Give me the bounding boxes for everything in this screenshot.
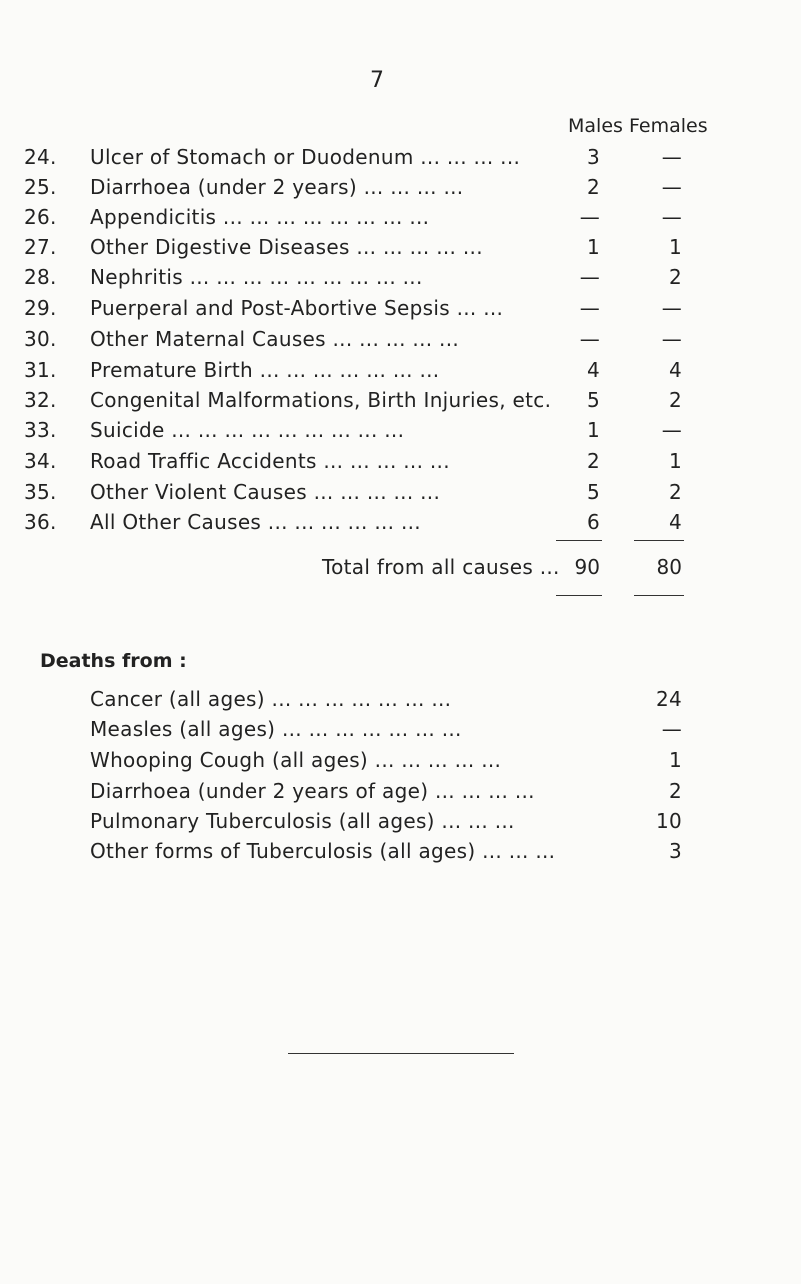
females-value: — <box>661 327 682 351</box>
females-value: — <box>661 418 682 442</box>
page-number: 7 <box>370 68 384 93</box>
death-cause-label: Cancer (all ages) ... ... ... ... ... ... ... <box>90 687 452 711</box>
table-row <box>0 510 801 540</box>
table-row <box>0 265 801 295</box>
cause-label: Road Traffic Accidents ... ... ... ... ... <box>90 449 450 473</box>
row-number: 27. <box>24 235 57 259</box>
table-row <box>0 175 801 205</box>
subtotal-rule-females <box>634 540 684 541</box>
cause-label: Appendicitis ... ... ... ... ... ... ... ... <box>90 205 430 229</box>
subtotal-rule-males <box>556 540 602 541</box>
table-row <box>0 418 801 448</box>
males-value: 5 <box>586 388 600 412</box>
row-number: 35. <box>24 480 57 504</box>
females-value: — <box>661 296 682 320</box>
females-value: — <box>661 205 682 229</box>
death-cause-label: Measles (all ages) ... ... ... ... ... ... ... <box>90 717 462 741</box>
cause-label: Diarrhoea (under 2 years) ... ... ... ... <box>90 175 464 199</box>
cause-label: Puerperal and Post-Abortive Sepsis ... ... <box>90 296 504 320</box>
death-cause-value: 3 <box>668 839 682 863</box>
row-number: 34. <box>24 449 57 473</box>
table-row <box>0 235 801 265</box>
row-number: 28. <box>24 265 57 289</box>
males-value: 2 <box>586 175 600 199</box>
cause-label: Other Maternal Causes ... ... ... ... ... <box>90 327 460 351</box>
row-number: 29. <box>24 296 57 320</box>
cause-label: Nephritis ... ... ... ... ... ... ... ... ... <box>90 265 423 289</box>
males-value: — <box>579 205 600 229</box>
total-rule-males <box>556 595 602 596</box>
death-cause-label: Pulmonary Tuberculosis (all ages) ... ... ... <box>90 809 515 833</box>
row-number: 36. <box>24 510 57 534</box>
cause-label: Suicide ... ... ... ... ... ... ... ... ... <box>90 418 405 442</box>
table-row <box>0 205 801 235</box>
females-value: 4 <box>668 510 682 534</box>
males-value: — <box>579 327 600 351</box>
cause-label: Congenital Malformations, Birth Injuries, etc. <box>90 388 552 412</box>
cause-label: Other Violent Causes ... ... ... ... ... <box>90 480 441 504</box>
row-number: 30. <box>24 327 57 351</box>
females-value: 1 <box>668 449 682 473</box>
row-number: 31. <box>24 358 57 382</box>
row-number: 33. <box>24 418 57 442</box>
males-value: 6 <box>586 510 600 534</box>
total-females-value: 80 <box>656 555 682 579</box>
females-value: — <box>661 175 682 199</box>
row-number: 24. <box>24 145 57 169</box>
females-value: 4 <box>668 358 682 382</box>
males-value: 3 <box>586 145 600 169</box>
males-value: 2 <box>586 449 600 473</box>
total-males-value: 90 <box>574 555 600 579</box>
death-cause-value: — <box>661 717 682 741</box>
table-row <box>0 327 801 357</box>
death-cause-label: Whooping Cough (all ages) ... ... ... ... ... <box>90 748 502 772</box>
deaths-from-heading: Deaths from : <box>40 650 187 672</box>
females-value: 1 <box>668 235 682 259</box>
males-value: 1 <box>586 235 600 259</box>
cause-label: Ulcer of Stomach or Duodenum ... ... ... ... <box>90 145 521 169</box>
males-value: 5 <box>586 480 600 504</box>
females-value: 2 <box>668 480 682 504</box>
table-row <box>0 480 801 510</box>
death-cause-label: Diarrhoea (under 2 years of age) ... ... ... ... <box>90 779 535 803</box>
column-header-females: Females <box>629 115 708 137</box>
death-cause-value: 1 <box>668 748 682 772</box>
table-row <box>0 145 801 175</box>
death-cause-label: Other forms of Tuberculosis (all ages) ... ... ... <box>90 839 556 863</box>
row-number: 26. <box>24 205 57 229</box>
column-header-males: Males <box>568 115 623 137</box>
males-value: 1 <box>586 418 600 442</box>
table-row <box>0 449 801 479</box>
females-value: — <box>661 145 682 169</box>
death-cause-value: 10 <box>655 809 682 833</box>
males-value: — <box>579 296 600 320</box>
table-row <box>0 296 801 326</box>
males-value: — <box>579 265 600 289</box>
cause-label: All Other Causes ... ... ... ... ... ... <box>90 510 421 534</box>
total-label: Total from all causes ... <box>322 555 560 579</box>
cause-label: Premature Birth ... ... ... ... ... ... ... <box>90 358 440 382</box>
males-value: 4 <box>586 358 600 382</box>
table-row <box>0 388 801 418</box>
footer-rule <box>288 1053 514 1054</box>
total-rule-females <box>634 595 684 596</box>
females-value: 2 <box>668 388 682 412</box>
females-value: 2 <box>668 265 682 289</box>
death-cause-value: 2 <box>668 779 682 803</box>
table-row <box>0 358 801 388</box>
death-cause-value: 24 <box>655 687 682 711</box>
row-number: 25. <box>24 175 57 199</box>
row-number: 32. <box>24 388 57 412</box>
cause-label: Other Digestive Diseases ... ... ... ... ... <box>90 235 483 259</box>
